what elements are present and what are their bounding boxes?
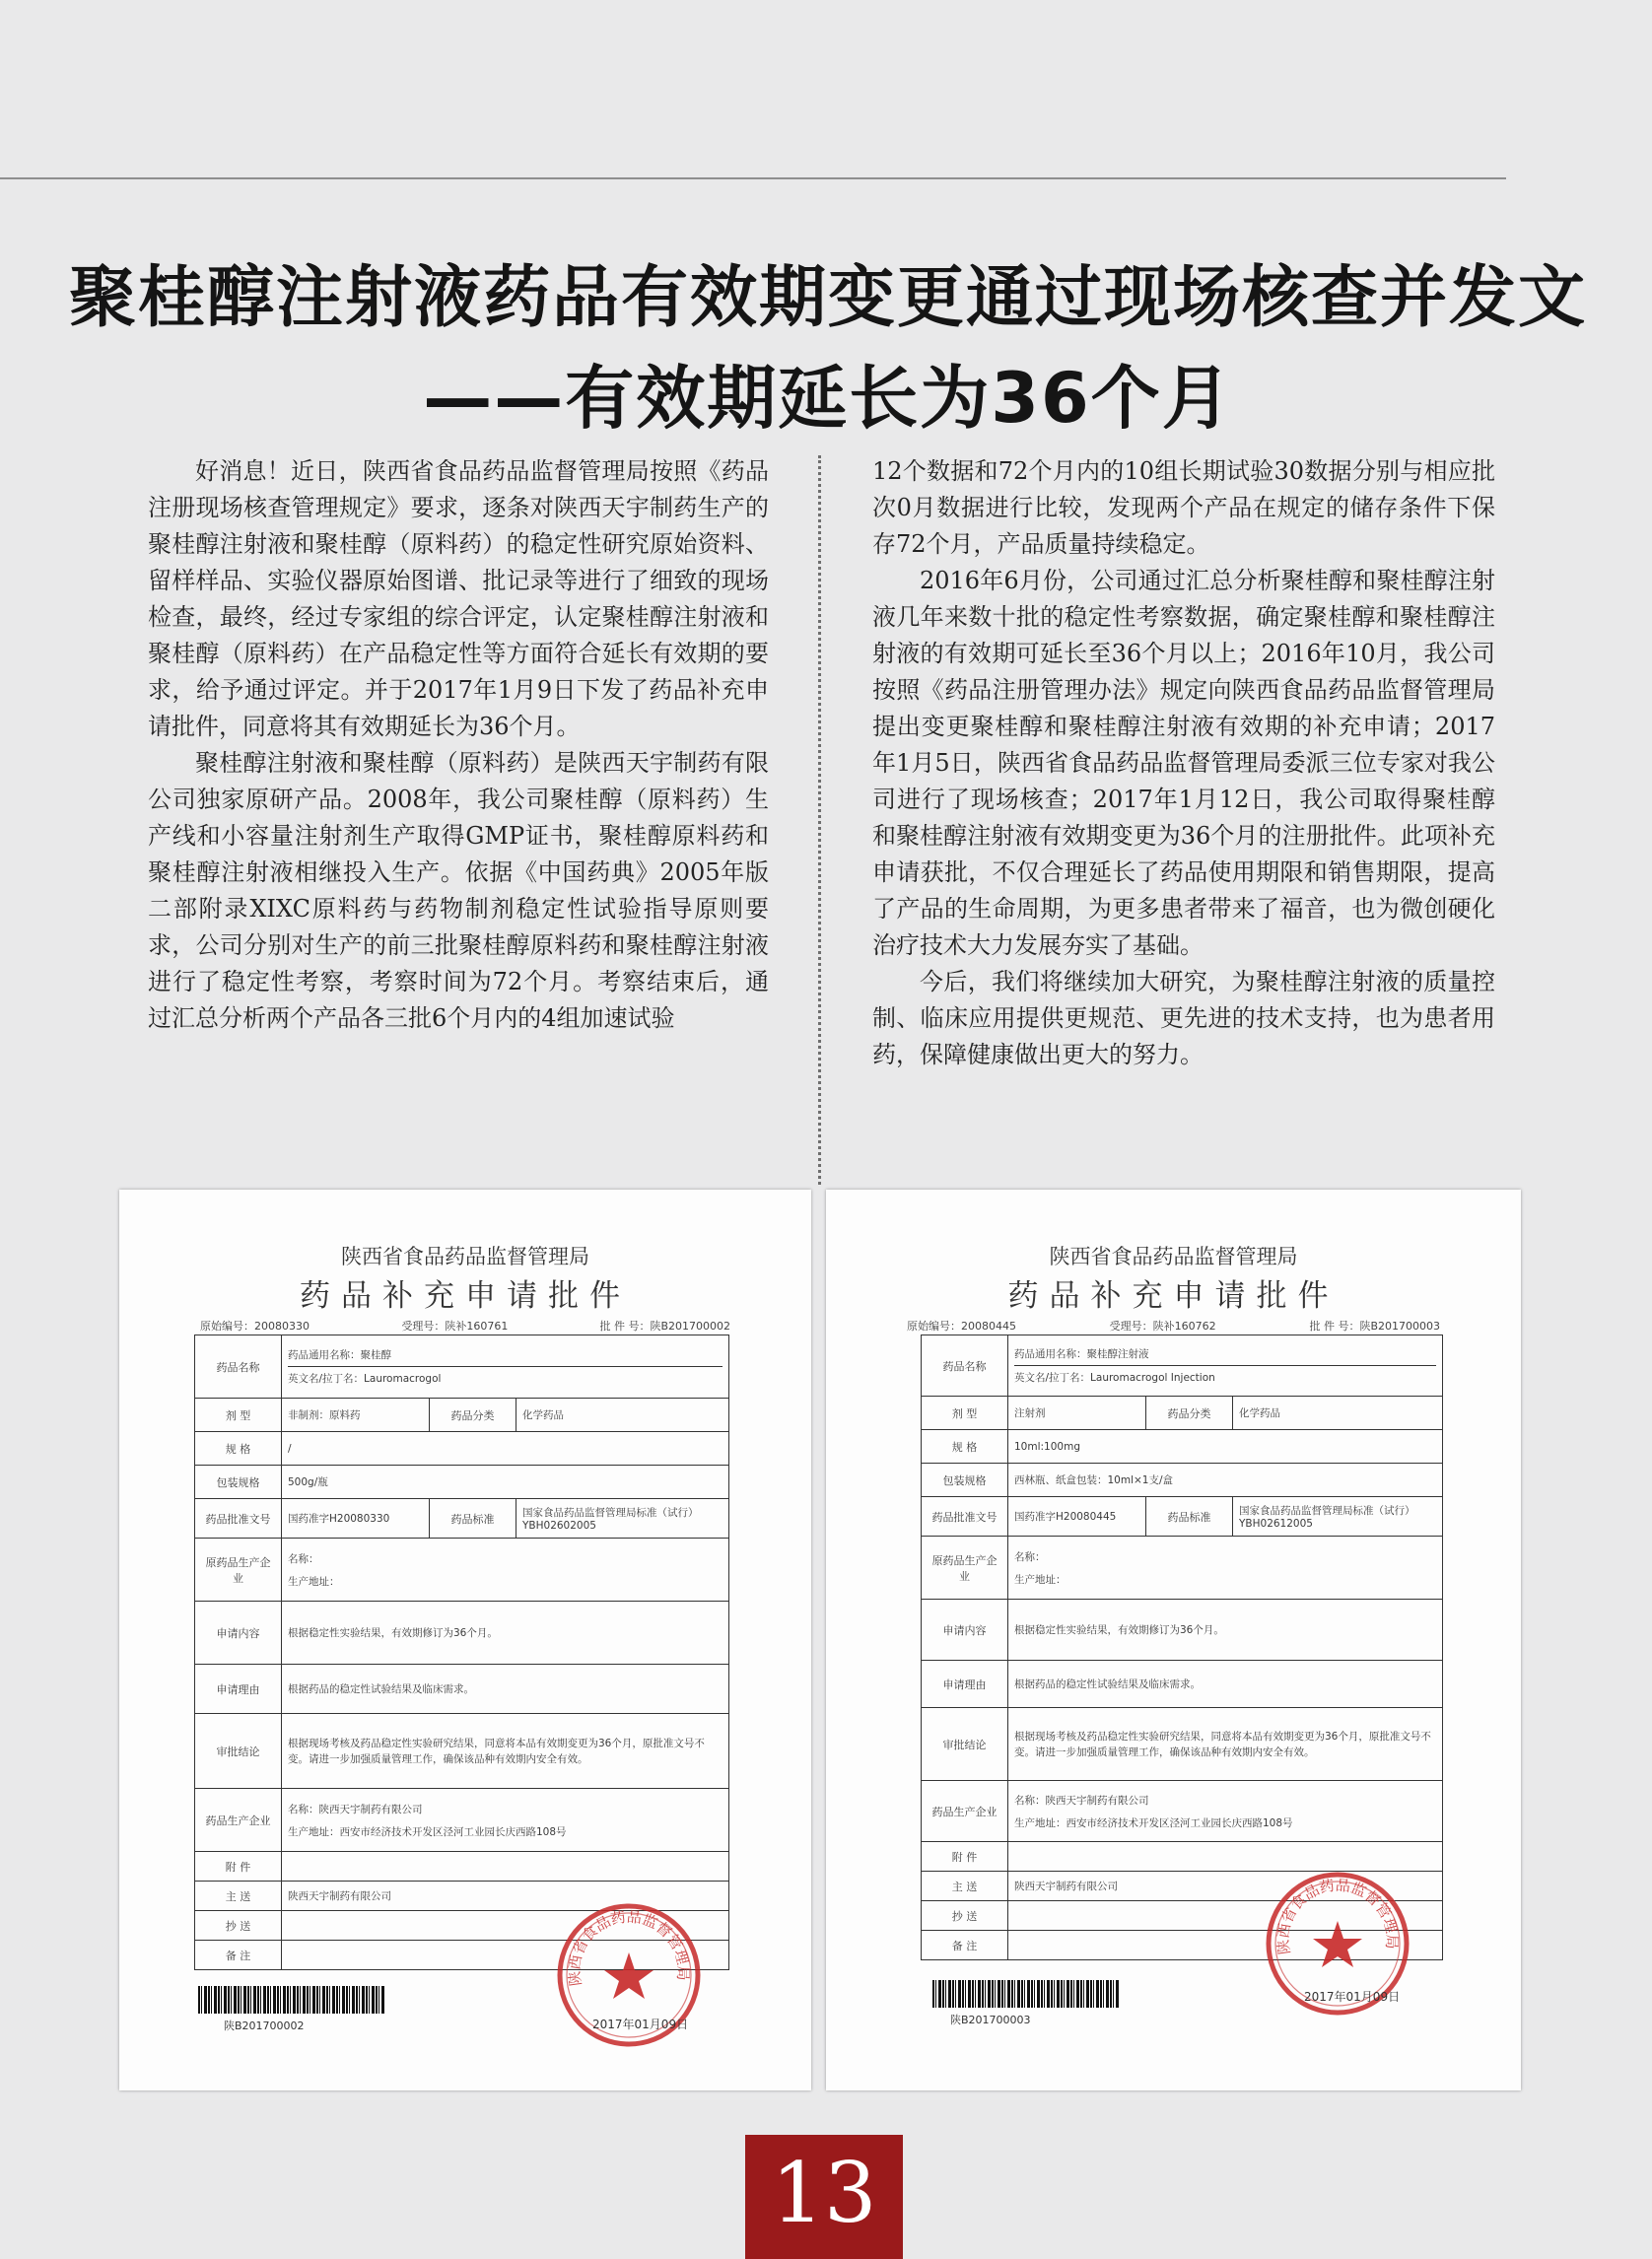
content-value: 根据稳定性实验结果，有效期修订为36个月。 — [282, 1602, 729, 1665]
label-original-manufacturer: 原药品生产企业 — [922, 1537, 1008, 1600]
approval-document-1 — [119, 1190, 811, 2090]
label-conclusion: 审批结论 — [922, 1708, 1008, 1781]
acceptance-number: 受理号：陕补160761 — [401, 1320, 509, 1333]
conclusion-value: 根据现场考核及药品稳定性实验研究结果，同意将本品有效期变更为36个月，原批准文号不变。请进一步加强质量管理工作，确保该品种有效期内安全有效。 — [282, 1714, 729, 1789]
barcode-number: 陕B201700003 — [950, 2014, 1031, 2026]
document-title: 药品补充申请批件 — [300, 1278, 631, 1314]
document-title: 药品补充申请批件 — [1007, 1278, 1340, 1314]
category-value: 化学药品 — [1233, 1397, 1443, 1430]
seal-date: 2017年01月09日 — [592, 2018, 689, 2031]
original-mfr-address: 生产地址： — [288, 1575, 340, 1588]
document-agency: 陕西省食品药品监督管理局 — [1049, 1245, 1298, 1268]
label-standard: 药品标准 — [430, 1499, 516, 1539]
package-value: 西林瓶、纸盒包装：10ml×1支/盒 — [1008, 1464, 1443, 1497]
label-drug-name: 药品名称 — [922, 1335, 1008, 1397]
seal-date: 2017年01月09日 — [1304, 1990, 1401, 2004]
send-to-value: 陕西天宇制药有限公司 — [282, 1882, 729, 1911]
label-package: 包装规格 — [922, 1464, 1008, 1497]
barcode-number: 陕B201700002 — [224, 2019, 305, 2032]
seal-text: 陕西省食品药品监督管理局 — [1273, 1876, 1402, 1956]
original-code: 原始编号：20080445 — [907, 1320, 1016, 1333]
acceptance-number: 受理号：陕补160762 — [1109, 1320, 1216, 1333]
paragraph: 聚桂醇注射液和聚桂醇（原料药）是陕西天宇制药有限公司独家原研产品。2008年，我公司聚桂醇（原料药）生产线和小容量注射剂生产取得GMP证书，聚桂醇原料药和聚桂醇注射液相继投入生产。依据《中国药典》2005年版二部附录XIXC原料药与药物制剂稳定性试验指导原则要求，公司分别对生产的前三批聚桂醇原料药和聚桂醇注射液进行了稳定性考察，考察时间为72个月。考察结束后，通过汇总分析两个产品各三批6个月内的4组加速试验 — [148, 749, 769, 1032]
article-column-right — [872, 453, 1495, 1073]
content-value: 根据稳定性实验结果，有效期修订为36个月。 — [1008, 1600, 1443, 1661]
paragraph: 2016年6月份，公司通过汇总分析聚桂醇和聚桂醇注射液几年来数十批的稳定性考察数据，确定聚桂醇和聚桂醇注射液的有效期可延长至36个月以上；2016年10月，我公司按照《药品注册管理办法》规定向陕西食品药品监督管理局提出变更聚桂醇和聚桂醇注射液有效期的补充申请；2017年1月5日，陕西省食品药品监督管理局委派三位专家对我公司进行了现场核查；2017年1月12日，我公司取得聚桂醇和聚桂醇注射液有效期变更为36个月的注册批件。此项补充申请获批，不仅合理延长了药品使用期限和销售期限，提高了产品的生命周期，为更多患者带来了福音，也为微创硬化治疗技术大力发展夯实了基础。 — [872, 567, 1495, 959]
label-reason: 申请理由 — [195, 1665, 282, 1714]
label-remarks: 备 注 — [195, 1941, 282, 1970]
manufacturer-name: 名称：陕西天宇制药有限公司 — [1014, 1794, 1149, 1807]
original-mfr-address: 生产地址： — [1014, 1573, 1067, 1586]
reason-value: 根据药品的稳定性试验结果及临床需求。 — [282, 1665, 729, 1714]
page-number-box — [745, 2135, 903, 2259]
manufacturer-address: 生产地址：西安市经济技术开发区泾河工业园长庆西路108号 — [1014, 1816, 1293, 1829]
generic-name: 药品通用名称：聚桂醇 — [288, 1349, 391, 1361]
label-original-manufacturer: 原药品生产企业 — [195, 1539, 282, 1602]
label-remarks: 备 注 — [922, 1931, 1008, 1960]
column-divider — [818, 455, 821, 1185]
dosage-value: 注射剂 — [1008, 1397, 1146, 1430]
manufacturer-name: 名称：陕西天宇制药有限公司 — [288, 1803, 423, 1815]
label-send-to: 主 送 — [922, 1872, 1008, 1901]
article-column-left — [148, 453, 769, 1037]
generic-name: 药品通用名称：聚桂醇注射液 — [1014, 1348, 1149, 1360]
spec-value: 10ml:100mg — [1008, 1430, 1443, 1464]
document-agency: 陕西省食品药品监督管理局 — [341, 1245, 589, 1268]
barcode — [198, 1986, 385, 2014]
label-send-to: 主 送 — [195, 1882, 282, 1911]
label-dosage: 剂 型 — [195, 1399, 282, 1432]
paragraph: 今后，我们将继续加大研究，为聚桂醇注射液的质量控制、临床应用提供更规范、更先进的技术支持，也为患者用药，保障健康做出更大的努力。 — [872, 968, 1495, 1068]
header-rule — [0, 177, 1506, 179]
conclusion-value: 根据现场考核及药品稳定性实验研究结果，同意将本品有效期变更为36个月，原批准文号不变。请进一步加强质量管理工作，确保该品种有效期内安全有效。 — [1008, 1708, 1443, 1781]
english-name: 英文名/拉丁名：Lauromacrogol Injection — [1014, 1365, 1436, 1389]
label-category: 药品分类 — [430, 1399, 516, 1432]
seal-text: 陕西省食品药品监督管理局 — [565, 1907, 693, 1988]
label-spec: 规 格 — [922, 1430, 1008, 1464]
attachment-value — [282, 1852, 729, 1882]
label-manufacturer: 药品生产企业 — [195, 1789, 282, 1852]
paragraph: 好消息！近日，陕西省食品药品监督管理局按照《药品注册现场核查管理规定》要求，逐条对陕西天宇制药生产的聚桂醇注射液和聚桂醇（原料药）的稳定性研究原始资料、留样样品、实验仪器原始图谱、批记录等进行了细致的现场检查，最终，经过专家组的综合评定，认定聚桂醇注射液和聚桂醇（原料药）在产品稳定性等方面符合延长有效期的要求，给予通过评定。并于2017年1月9日下发了药品补充申请批件，同意将其有效期延长为36个月。 — [148, 457, 769, 740]
label-reason: 申请理由 — [922, 1661, 1008, 1708]
original-code: 原始编号：20080330 — [200, 1320, 310, 1333]
category-value: 化学药品 — [516, 1399, 729, 1432]
standard-value: 国家食品药品监督管理局标准（试行）YBH02602005 — [516, 1499, 729, 1539]
approval-no-value: 国药准字H20080445 — [1008, 1497, 1146, 1537]
label-cc: 抄 送 — [922, 1901, 1008, 1931]
label-drug-name: 药品名称 — [195, 1335, 282, 1399]
english-name: 英文名/拉丁名：Lauromacrogol — [288, 1366, 723, 1390]
label-content: 申请内容 — [922, 1600, 1008, 1661]
barcode — [932, 1980, 1120, 2008]
label-cc: 抄 送 — [195, 1911, 282, 1941]
send-to-value: 陕西天宇制药有限公司 — [1008, 1872, 1443, 1901]
label-category: 药品分类 — [1146, 1397, 1233, 1430]
approval-number: 批 件 号：陕B201700003 — [1309, 1320, 1440, 1333]
package-value: 500g/瓶 — [282, 1466, 729, 1499]
dosage-value: 非制剂：原料药 — [282, 1399, 430, 1432]
label-content: 申请内容 — [195, 1602, 282, 1665]
approval-no-value: 国药准字H20080330 — [282, 1499, 430, 1539]
label-spec: 规 格 — [195, 1432, 282, 1466]
article-subtitle: ——有效期延长为36个月 — [423, 358, 1233, 439]
label-approval-no: 药品批准文号 — [195, 1499, 282, 1539]
manufacturer-address: 生产地址：西安市经济技术开发区泾河工业园长庆西路108号 — [288, 1825, 567, 1838]
label-manufacturer: 药品生产企业 — [922, 1781, 1008, 1842]
label-conclusion: 审批结论 — [195, 1714, 282, 1789]
standard-value: 国家食品药品监督管理局标准（试行）YBH02612005 — [1233, 1497, 1443, 1537]
approval-number: 批 件 号：陕B201700002 — [599, 1320, 730, 1333]
reason-value: 根据药品的稳定性试验结果及临床需求。 — [1008, 1661, 1443, 1708]
label-package: 包装规格 — [195, 1466, 282, 1499]
article-title: 聚桂醇注射液药品有效期变更通过现场核查并发文 — [68, 258, 1587, 337]
attachment-value — [1008, 1842, 1443, 1872]
spec-value: / — [282, 1432, 729, 1466]
label-approval-no: 药品批准文号 — [922, 1497, 1008, 1537]
label-standard: 药品标准 — [1146, 1497, 1233, 1537]
label-attachment: 附 件 — [922, 1842, 1008, 1872]
page-number: 13 — [771, 2145, 877, 2241]
approval-form-table — [194, 1335, 729, 1970]
original-mfr-name: 名称： — [288, 1552, 319, 1565]
label-attachment: 附 件 — [195, 1852, 282, 1882]
original-mfr-name: 名称： — [1014, 1550, 1046, 1563]
approval-document-2 — [826, 1190, 1521, 2090]
label-dosage: 剂 型 — [922, 1397, 1008, 1430]
approval-form-table — [921, 1335, 1443, 1960]
paragraph: 12个数据和72个月内的10组长期试验30数据分别与相应批次0月数据进行比较，发现两个产品在规定的储存条件下保存72个月，产品质量持续稳定。 — [872, 457, 1495, 558]
